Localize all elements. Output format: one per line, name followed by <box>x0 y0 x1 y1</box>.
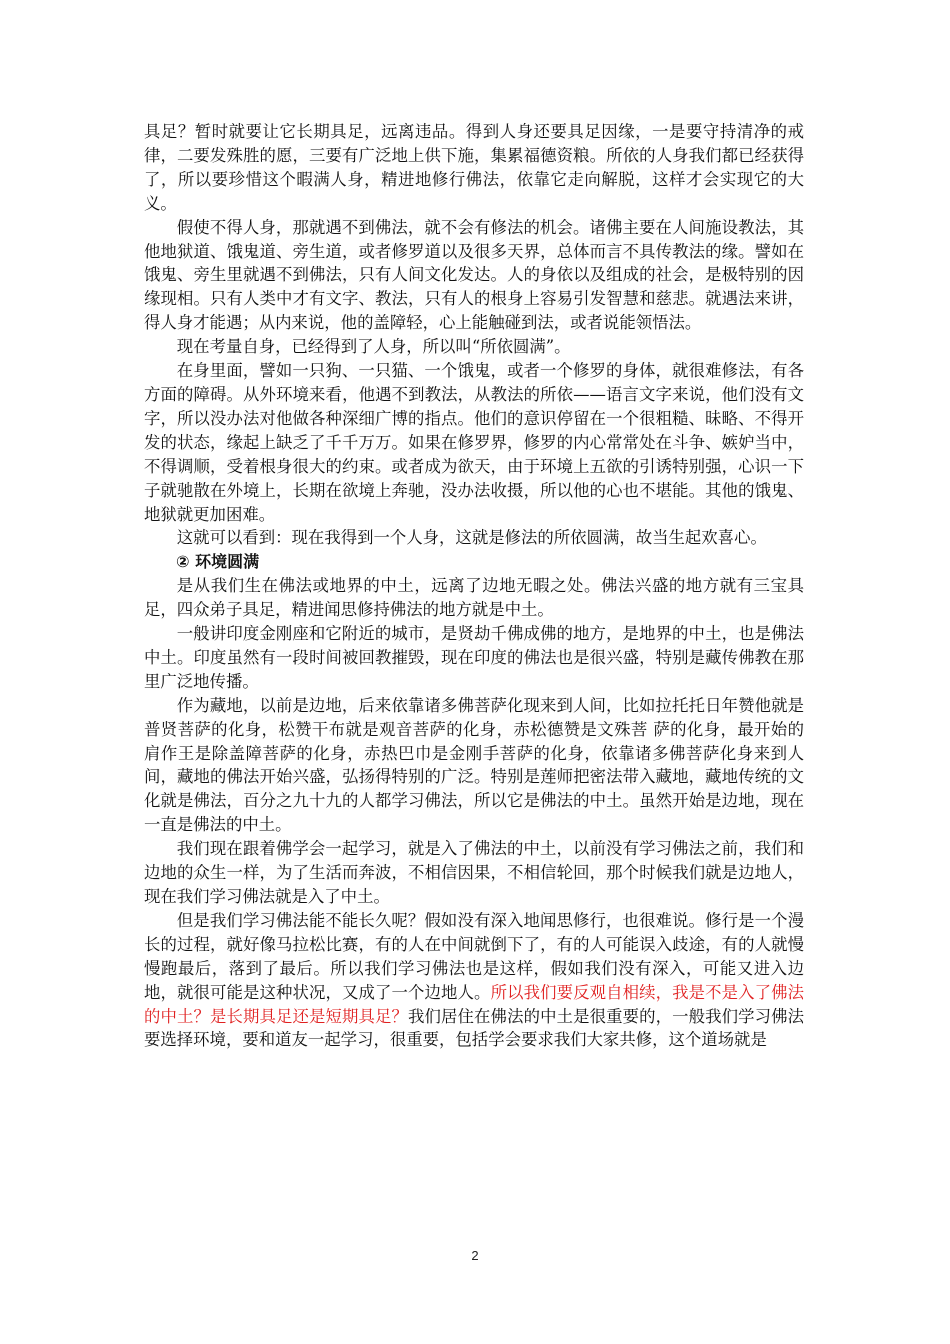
document-body <box>144 120 804 1052</box>
paragraph-2: 假使不得人身，那就遇不到佛法，就不会有修法的机会。诸佛主要在人间施设教法，其他地狱道、饿鬼道、旁生道，或者修罗道以及很多天界，总体而言不具传教法的缘。譬如在饿鬼、旁生里就遇不到佛法，只有人间文化发达。人的身依以及组成的社会，是极特别的因缘现相。只有人类中才有文字、教法，只有人的根身上容易引发智慧和慈悲。就遇法来讲，得人身才能遇；从内来说，他的盖障轻，心上能触碰到法，或者说能领悟法。 <box>144 217 804 333</box>
highlighted-text: 所以我们要反观自相续，我是不是入了佛法的中土？是长期具足还是短期具足？ <box>144 982 805 1026</box>
paragraph-9: 我们现在跟着佛学会一起学习，就是入了佛法的中土，以前没有学习佛法之前，我们和边地的众生一样，为了生活而奔波，不相信因果，不相信轮回，那个时候我们就是边地人，现在我们学习佛法就是入了中土。 <box>144 839 804 906</box>
paragraph-10 <box>144 909 804 1052</box>
section-heading: ② 环境圆满 <box>176 552 260 572</box>
paragraph-6: 是从我们生在佛法或地界的中土，远离了边地无暇之处。佛法兴盛的地方就有三宝具足，四众弟子具足，精进闻思修持佛法的地方就是中土。 <box>144 576 804 620</box>
paragraph-8: 作为藏地，以前是边地，后来依靠诸多佛菩萨化现来到人间，比如拉托托日年赞他就是普贤菩萨的化身，松赞干布就是观音菩萨的化身，赤松德赞是文殊菩 萨的化身，最开始的肩作王是除盖障菩萨的化身，赤热巴巾是金刚手菩萨的化身，依靠诸多佛菩萨化身来到人间，藏地的佛法开始兴盛，弘扬得特别的广泛。特别是莲师把密法带入藏地，藏地传统的文化就是佛法，百分之九十九的人都学习佛法，所以它是佛法的中土。虽然开始是边地，现在一直是佛法的中土。 <box>144 695 804 835</box>
paragraph-10-text: 但是我们学习佛法能不能长久呢？假如没有深入地闻思修行，也很难说。修行是一个漫长的过程，就好像马拉松比赛，有的人在中间就倒下了，有的人可能误入歧途，有的人就慢慢跑最后，落到了最后。所以我们学习佛法也是这样，假如我们没有深入，可能又进入边地，就很可能是这种状况，又成了一个边地人。 <box>144 910 804 1002</box>
paragraph-1: 具足？暂时就要让它长期具足，远离违品。得到人身还要具足因缘，一是要守持清净的戒律，二要发殊胜的愿，三要有广泛地上供下施，集累福德资粮。所依的人身我们都已经获得了，所以要珍惜这个暇满人身，精进地修行佛法，依靠它走向解脱，这样才会实现它的大义。 <box>144 122 804 213</box>
paragraph-10-tail: 我们居住在佛法的中土是很重要的，一般我们学习佛法要选择环境，要和道友一起学习，很重要，包括学会要求我们大家共修，这个道场就是 <box>144 1006 805 1050</box>
page-number: 2 <box>471 1248 479 1263</box>
paragraph-7: 一般讲印度金刚座和它附近的城市，是贤劫千佛成佛的地方，是地界的中土，也是佛法中土。印度虽然有一段时间被回教摧毁，现在印度的佛法也是很兴盛，特别是藏传佛教在那里广泛地传播。 <box>144 624 804 691</box>
paragraph-5: 这就可以看到：现在我得到一个人身，这就是修法的所依圆满，故当生起欢喜心。 <box>176 528 767 548</box>
paragraph-4: 在身里面，譬如一只狗、一只猫、一个饿鬼，或者一个修罗的身体，就很难修法，有各方面的障碍。从外环境来看，他遇不到教法，从教法的所依——语言文字来说，他们没有文字，所以没办法对他做各种深细广博的指点。他们的意识停留在一个很粗糙、昧略、不得开发的状态，缘起上缺乏了千千万万。如果在修罗界，修罗的内心常常处在斗争、嫉妒当中，不得调顺，受着根身很大的约束。或者成为欲天，由于环境上五欲的引诱特别强，心识一下子就驰散在外境上，长期在欲境上奔驰，没办法收摄，所以他的心也不堪能。其他的饿鬼、地狱就更加困难。 <box>144 361 804 524</box>
paragraph-3: 现在考量自身，已经得到了人身，所以叫“所依圆满”。 <box>176 337 571 357</box>
